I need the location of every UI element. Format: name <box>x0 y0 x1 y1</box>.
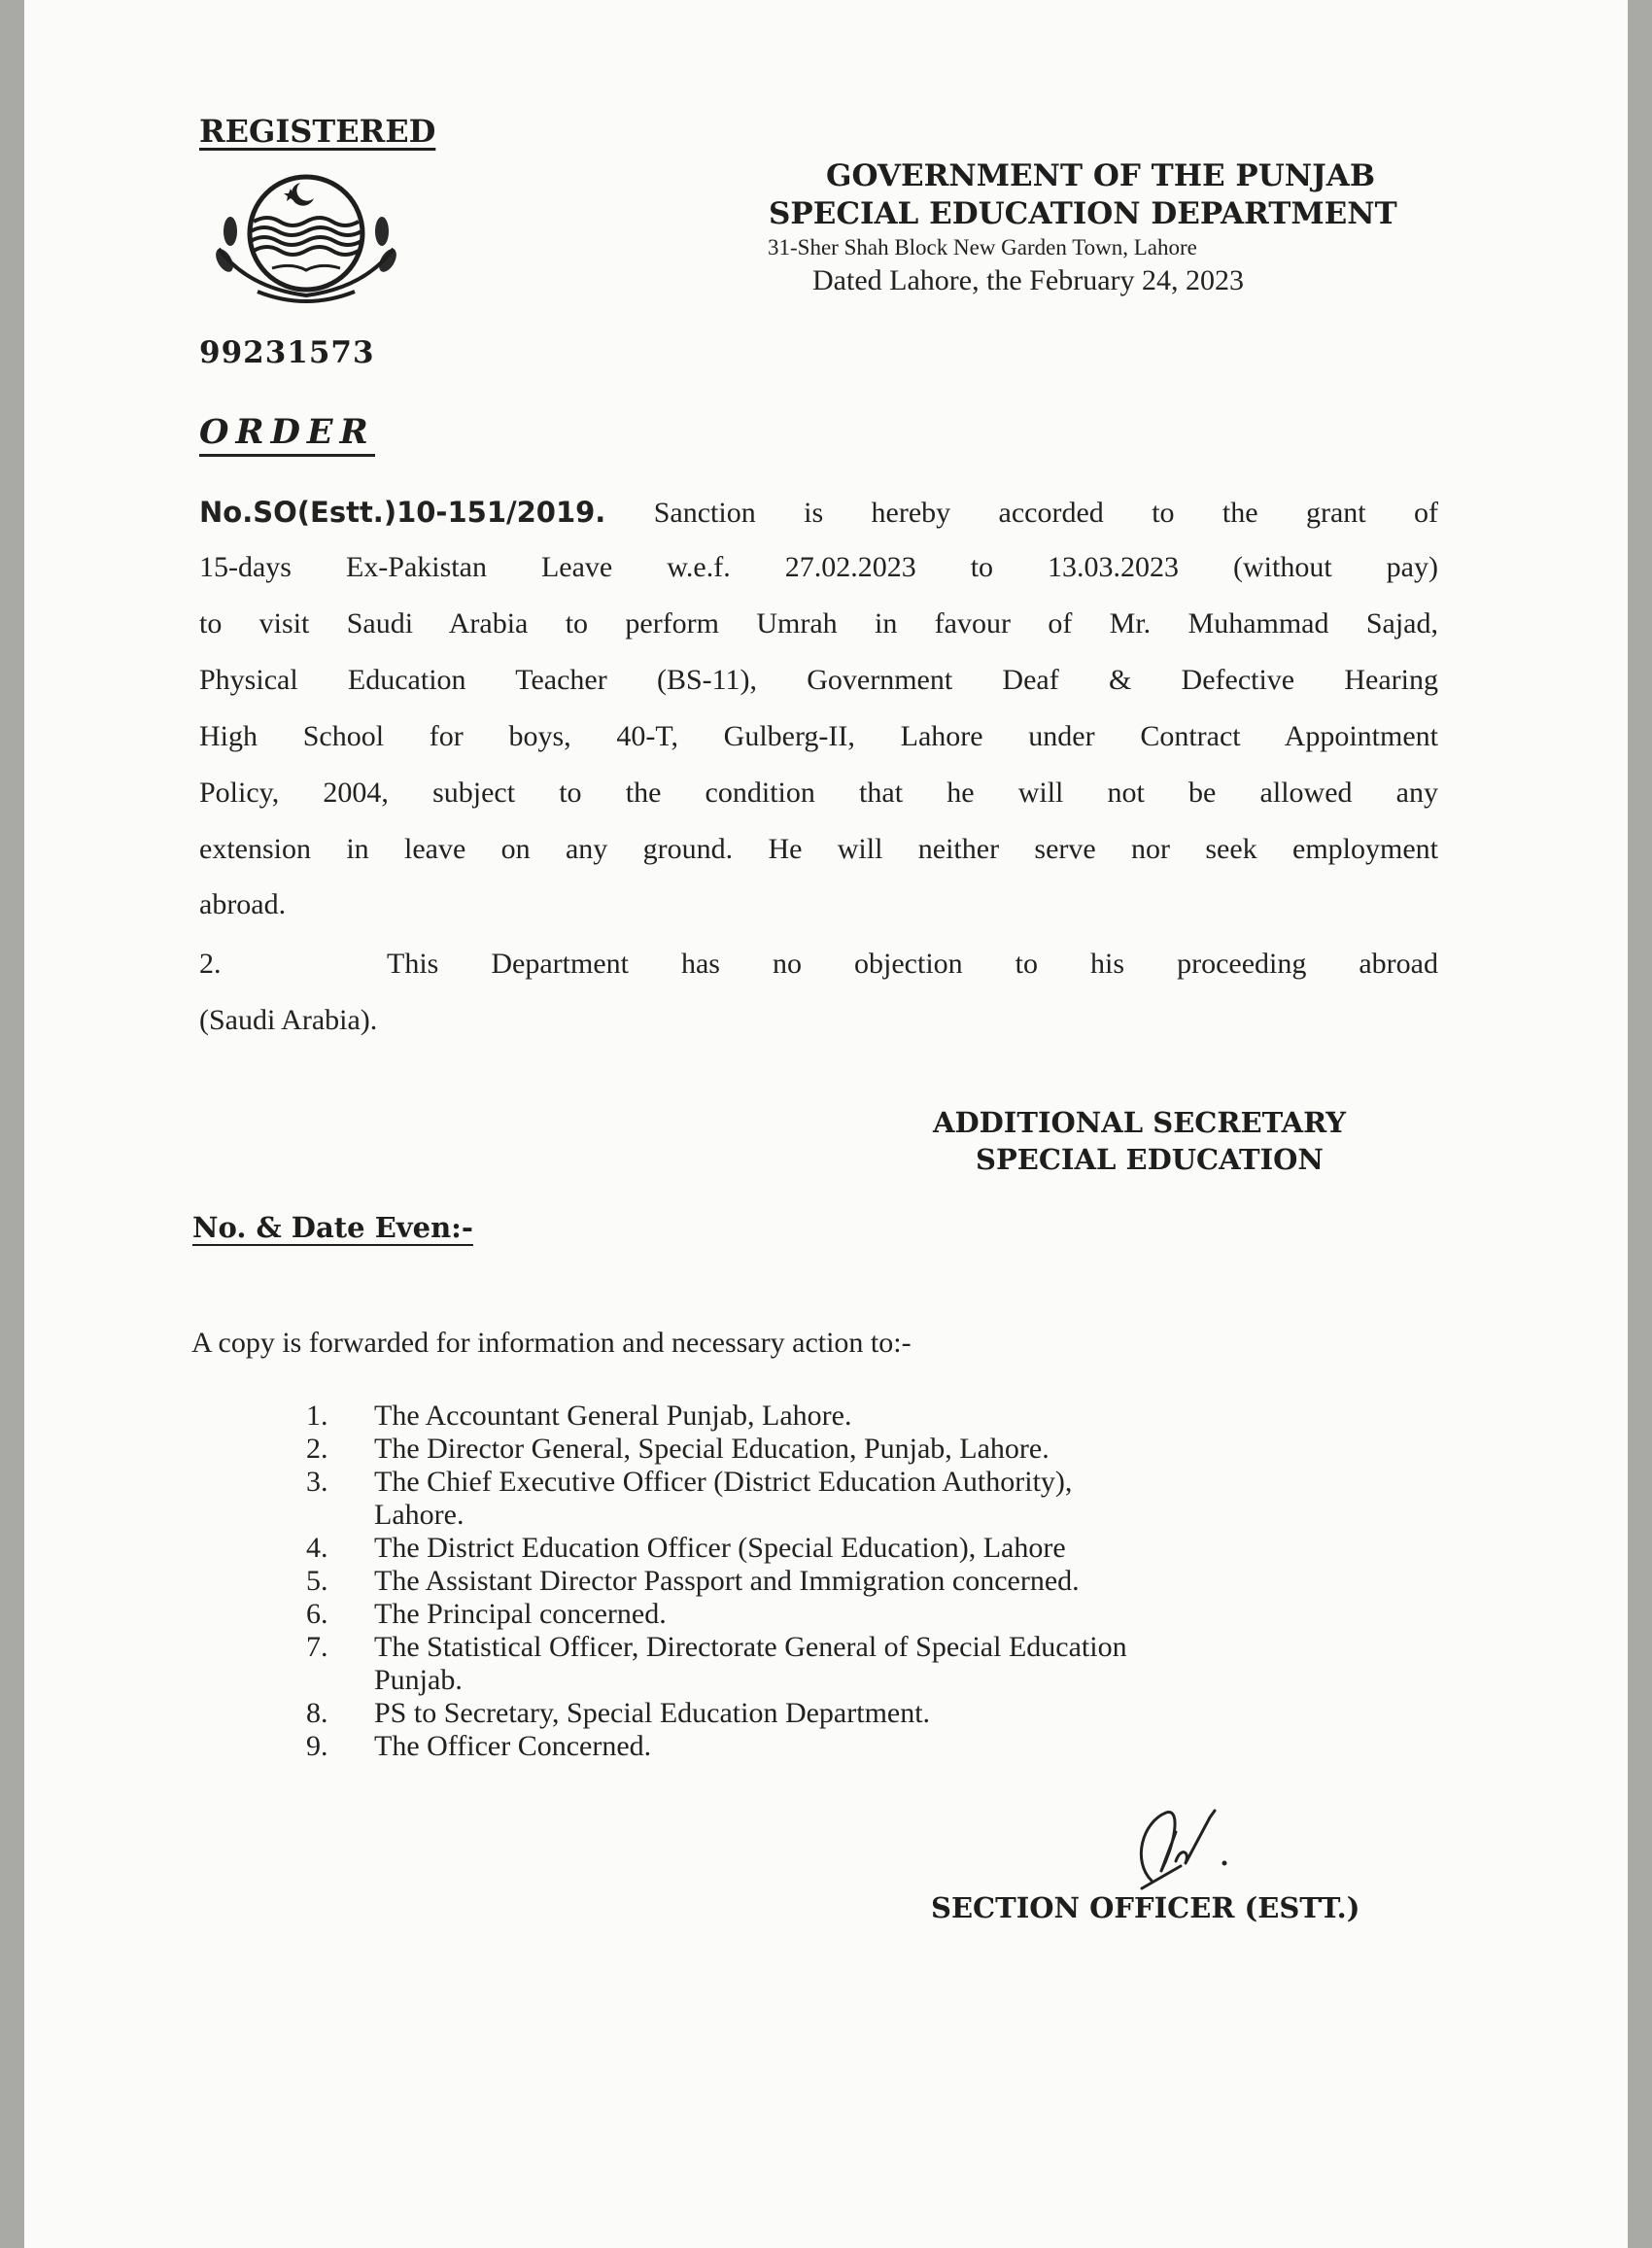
list-item: 8. PS to Secretary, Special Education Department. <box>306 1697 931 1729</box>
reference-number: 99231573 <box>199 335 375 370</box>
paragraph-2-line: This Department has no objection to his proceeding abroad <box>387 948 1438 980</box>
order-line: Policy, 2004, subject to the condition that he will not be allowed any <box>199 777 1438 809</box>
order-line: abroad. <box>199 888 287 920</box>
handwritten-signature-icon <box>1122 1803 1239 1890</box>
document-page <box>24 0 1628 2248</box>
order-reference: No.SO(Estt.)10-151/2019. <box>199 496 606 529</box>
order-line: High School for boys, 40-T, Gulberg-II, Lahore under Contract Appointment <box>199 720 1438 752</box>
signatory-title: ADDITIONAL SECRETARY <box>933 1106 1347 1139</box>
paragraph-2-number: 2. <box>199 948 222 980</box>
list-item: 9. The Officer Concerned. <box>306 1730 652 1762</box>
list-item: 3. The Chief Executive Officer (District Education Authority), Lahore. <box>306 1466 1073 1531</box>
registered-label: REGISTERED <box>199 113 436 150</box>
order-line: 15-days Ex-Pakistan Leave w.e.f. 27.02.2023 to 13.03.2023 (without pay) <box>199 551 1438 583</box>
recipient-list <box>306 1400 1443 1763</box>
no-date-even-heading: No. & Date Even:- <box>192 1211 473 1244</box>
list-item: 4. The District Education Officer (Special Education), Lahore <box>306 1532 1066 1564</box>
punjab-emblem-icon <box>189 163 423 319</box>
signatory-department: SPECIAL EDUCATION <box>976 1143 1324 1176</box>
government-title: GOVERNMENT OF THE PUNJAB <box>826 158 1376 193</box>
list-item: 1. The Accountant General Punjab, Lahore. <box>306 1400 852 1432</box>
list-item: 5. The Assistant Director Passport and Immigration concerned. <box>306 1565 1080 1597</box>
order-line: Physical Education Teacher (BS-11), Government Deaf & Defective Hearing <box>199 664 1438 696</box>
paragraph-2-line: (Saudi Arabia). <box>199 1004 378 1036</box>
list-item: 7. The Statistical Officer, Directorate General of Special Education Punjab. <box>306 1631 1127 1696</box>
section-officer-title: SECTION OFFICER (ESTT.) <box>931 1891 1360 1924</box>
order-line: to visit Saudi Arabia to perform Umrah in favour of Mr. Muhammad Sajad, <box>199 607 1438 640</box>
order-title: ORDER <box>199 412 375 457</box>
department-address: 31-Sher Shah Block New Garden Town, Lahore <box>768 235 1197 259</box>
list-item: 6. The Principal concerned. <box>306 1598 667 1630</box>
dated-line: Dated Lahore, the February 24, 2023 <box>812 264 1245 296</box>
department-title: SPECIAL EDUCATION DEPARTMENT <box>769 196 1397 231</box>
order-line: No.SO(Estt.)10-151/2019. Sanction is hereby accorded to the grant of <box>199 496 1438 529</box>
list-item: 2. The Director General, Special Education, Punjab, Lahore. <box>306 1433 1050 1465</box>
copy-intro: A copy is forwarded for information and necessary action to:- <box>191 1327 912 1359</box>
order-line: extension in leave on any ground. He will neither serve nor seek employment <box>199 833 1438 865</box>
